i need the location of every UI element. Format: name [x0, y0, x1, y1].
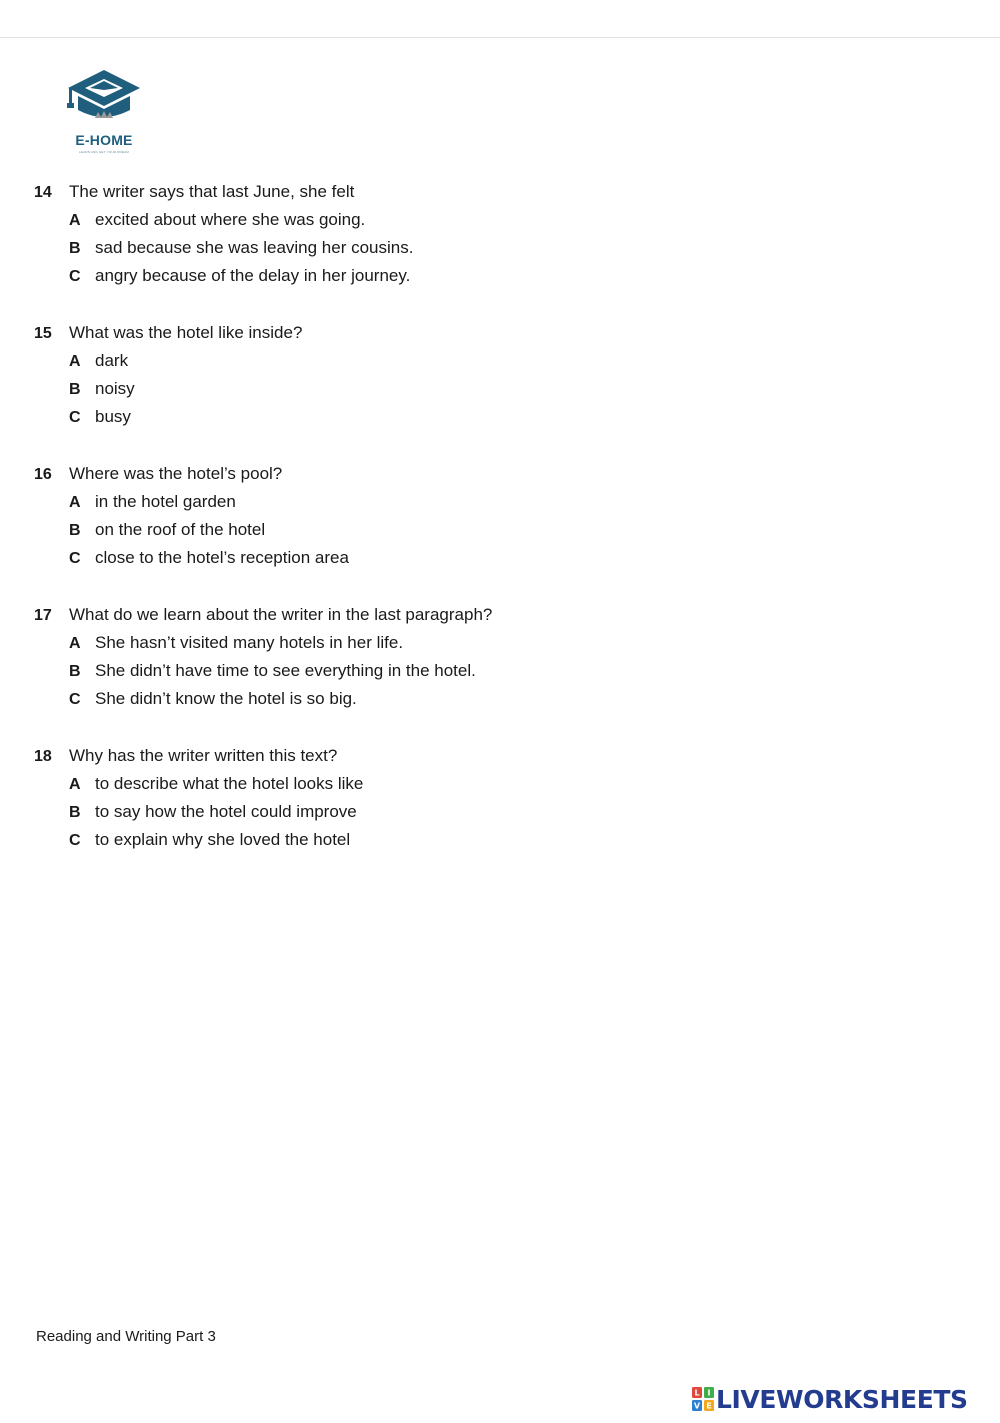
option-text: to explain why she loved the hotel	[95, 830, 351, 849]
question-stem	[34, 460, 674, 488]
option-b	[34, 234, 674, 262]
scan-edge-line	[0, 37, 1000, 38]
option-letter: A	[69, 635, 81, 652]
option-letter: B	[69, 804, 81, 821]
option-text: close to the hotel’s reception area	[95, 548, 349, 567]
option-a	[34, 629, 674, 657]
question-text: The writer says that last June, she felt	[69, 182, 355, 201]
icon-letter: E	[706, 1401, 712, 1411]
option-letter: A	[69, 212, 81, 229]
option-c	[34, 544, 674, 572]
question-stem	[34, 178, 674, 206]
option-a	[34, 770, 674, 798]
logo-wordmark: E-HOME	[75, 132, 133, 148]
question-text: Why has the writer written this text?	[69, 746, 338, 765]
question-number: 15	[34, 325, 52, 342]
option-b	[34, 516, 674, 544]
question-number: 17	[34, 607, 52, 624]
option-c	[34, 403, 674, 431]
option-c	[34, 262, 674, 290]
option-text: She didn’t know the hotel is so big.	[95, 689, 357, 708]
question-text: Where was the hotel’s pool?	[69, 464, 283, 483]
option-letter: B	[69, 381, 81, 398]
option-letter: C	[69, 268, 81, 285]
option-text: noisy	[95, 379, 135, 398]
option-text: to say how the hotel could improve	[95, 802, 357, 821]
option-letter: B	[69, 522, 81, 539]
option-b	[34, 798, 674, 826]
liveworksheets-brand[interactable]	[692, 1382, 968, 1416]
question-14	[34, 178, 674, 290]
option-c	[34, 826, 674, 854]
section-footer: Reading and Writing Part 3	[36, 1328, 216, 1345]
option-text: angry because of the delay in her journey.	[95, 266, 411, 285]
icon-letter: V	[693, 1401, 701, 1411]
question-stem	[34, 742, 674, 770]
liveworksheets-logo-icon	[692, 1387, 714, 1411]
option-b	[34, 657, 674, 685]
question-number: 14	[34, 184, 52, 201]
option-letter: C	[69, 832, 81, 849]
option-letter: A	[69, 776, 81, 793]
graduation-cap-e-icon	[64, 66, 144, 128]
option-text: busy	[95, 407, 131, 426]
question-16	[34, 460, 674, 572]
logo-tagline: LEARN AND GET YOUR DREAM	[79, 150, 129, 154]
option-a	[34, 488, 674, 516]
option-a	[34, 206, 674, 234]
option-text: sad because she was leaving her cousins.	[95, 238, 414, 257]
question-number: 16	[34, 466, 52, 483]
question-text: What was the hotel like inside?	[69, 323, 303, 342]
question-18	[34, 742, 674, 854]
option-letter: C	[69, 409, 81, 426]
option-b	[34, 375, 674, 403]
question-stem	[34, 319, 674, 347]
question-15	[34, 319, 674, 431]
ehome-logo	[62, 66, 146, 156]
question-17	[34, 601, 674, 713]
option-letter: C	[69, 691, 81, 708]
option-text: She didn’t have time to see everything in the hotel.	[95, 661, 476, 680]
option-text: on the roof of the hotel	[95, 520, 266, 539]
question-text: What do we learn about the writer in the last paragraph?	[69, 605, 493, 624]
option-letter: A	[69, 353, 81, 370]
option-c	[34, 685, 674, 713]
option-text: in the hotel garden	[95, 492, 236, 511]
option-letter: A	[69, 494, 81, 511]
brand-name: LIVEWORKSHEETS	[716, 1384, 968, 1414]
question-stem	[34, 601, 674, 629]
icon-letter: I	[707, 1388, 711, 1398]
option-text: dark	[95, 351, 129, 370]
option-a	[34, 347, 674, 375]
icon-letter: L	[694, 1388, 700, 1398]
option-letter: B	[69, 663, 81, 680]
option-text: to describe what the hotel looks like	[95, 774, 364, 793]
option-letter: B	[69, 240, 81, 257]
question-list	[34, 178, 674, 883]
question-number: 18	[34, 748, 52, 765]
option-letter: C	[69, 550, 81, 567]
option-text: excited about where she was going.	[95, 210, 366, 229]
option-text: She hasn’t visited many hotels in her life.	[95, 633, 404, 652]
